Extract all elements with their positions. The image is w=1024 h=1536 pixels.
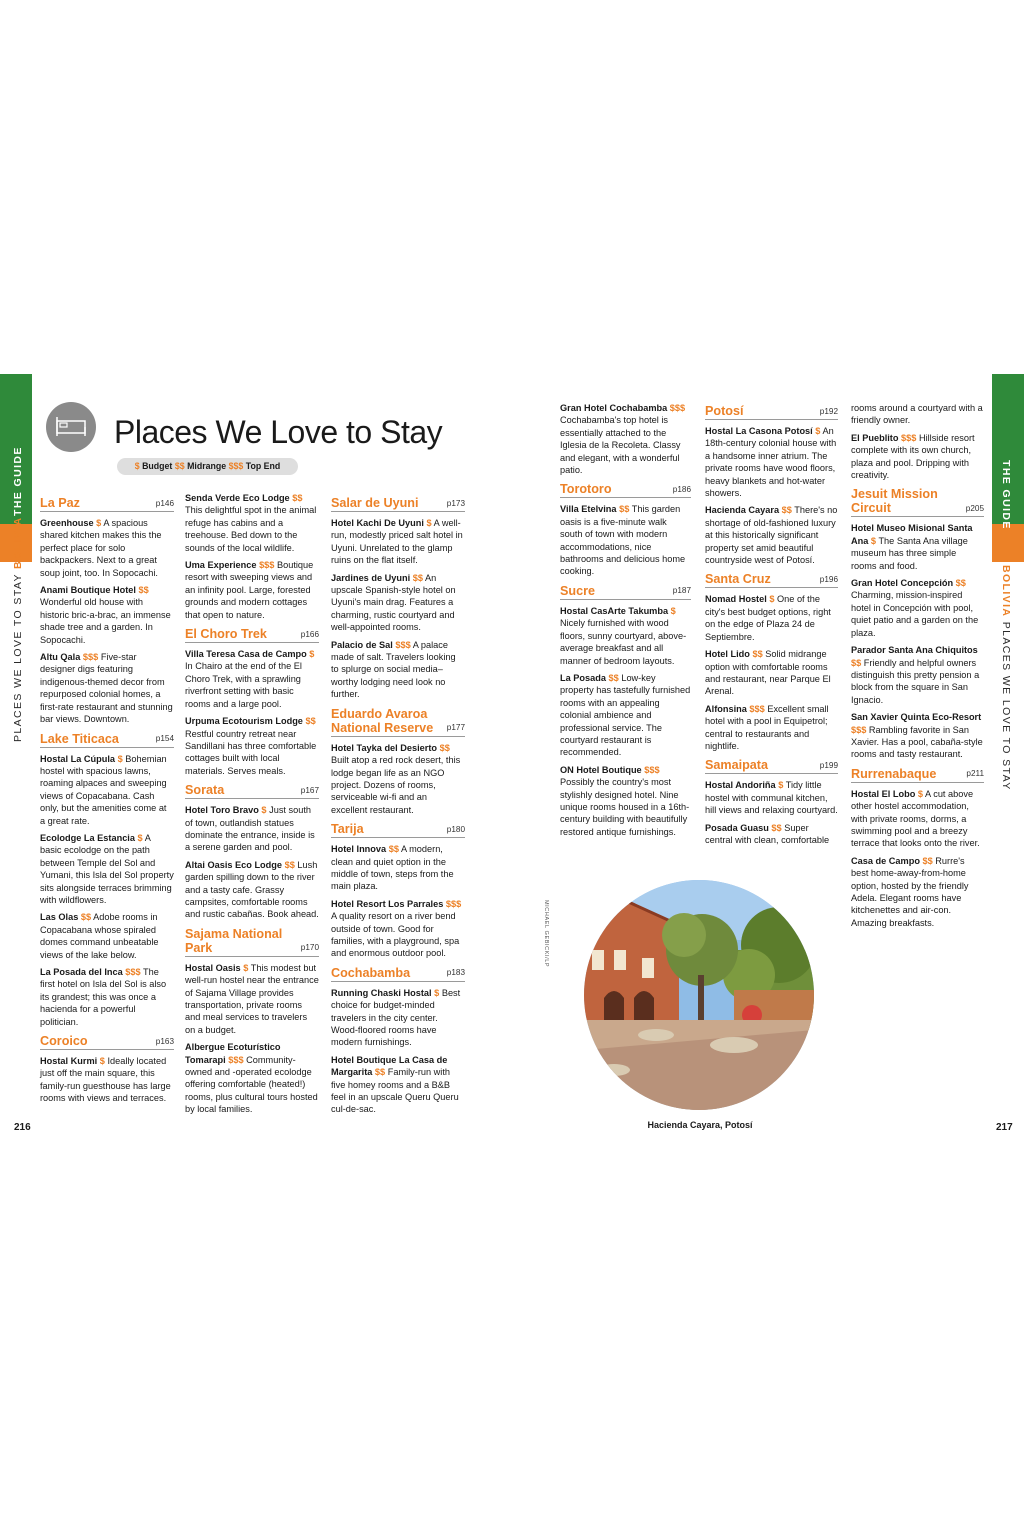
hotel-name: Hotel Museo Misional Santa Ana xyxy=(851,523,973,546)
hotel-description: Solid midrange option with comfortable rooms and restaurant, near Parque El Arenal. xyxy=(705,649,831,697)
hotel-entry xyxy=(185,804,319,854)
hotel-name: Hotel Innova xyxy=(331,844,387,855)
hotel-entry xyxy=(40,966,174,1028)
price-tier: $$$ xyxy=(901,432,917,443)
hotel-name: Villa Teresa Casa de Campo xyxy=(185,649,307,660)
destination-title: Rurrenabaque xyxy=(851,766,937,781)
destination-heading xyxy=(40,496,174,512)
page-reference: p196 xyxy=(819,575,838,585)
hotel-name: Hotel Boutique La Casa de Margarita xyxy=(331,1054,448,1078)
right-running-highlight: BOLIVIA xyxy=(1000,565,1012,618)
right-running-head xyxy=(1000,565,1012,791)
destination-title: Torotoro xyxy=(560,482,612,497)
page-reference: p187 xyxy=(672,586,691,596)
price-tier: $$$ xyxy=(749,703,765,714)
price-tier: $$$ xyxy=(395,639,411,650)
price-tier: $$$ xyxy=(669,403,686,413)
page-number-right: 217 xyxy=(996,1122,1013,1133)
hotel-entry xyxy=(40,1055,174,1105)
hotel-name: ON Hotel Boutique xyxy=(560,764,642,775)
page-reference: p186 xyxy=(672,485,691,495)
page-reference: p163 xyxy=(155,1036,174,1046)
hotel-entry xyxy=(40,517,174,579)
hotel-name: Hostal La Cúpula xyxy=(40,753,116,764)
hotel-entry xyxy=(331,898,465,960)
legend-symbol-topend: $$$ xyxy=(228,461,244,471)
hotel-name: Gran Hotel Concepción xyxy=(851,578,954,589)
page-reference: p146 xyxy=(155,498,174,508)
destination-heading xyxy=(331,966,465,982)
hotel-name: Albergue Ecoturístico Tomarapi xyxy=(185,1042,281,1065)
hotel-description: This modest but well-run hostel near the entrance of Sajama Village provides transportation, private rooms and meal services to travelers on a budget. xyxy=(185,962,319,1035)
hotel-description: Bohemian hostel with spacious lawns, roaming alpaces and sweeping views of Copacabana. Cash only, but the amenities come at a great rate. xyxy=(40,753,167,826)
price-tier: $ xyxy=(261,805,267,816)
page-title: Places We Love to Stay xyxy=(114,414,443,450)
hotel-entry xyxy=(851,855,984,929)
hotel-name: La Posada xyxy=(560,672,606,683)
page-reference: p177 xyxy=(446,723,465,733)
hotel-entry xyxy=(705,425,838,499)
hotel-entry xyxy=(851,522,984,572)
hotel-entry xyxy=(851,577,984,639)
hotel-description: Restful country retreat near Sandillani has three comfortable cottages built with local materials. Serves meals. xyxy=(185,728,317,776)
hotel-entry xyxy=(185,715,319,777)
legend-symbol-midrange: $$ xyxy=(174,461,185,471)
destination-title: Samaipata xyxy=(705,758,768,773)
price-tier: $$$ xyxy=(228,1054,244,1065)
hotel-entry xyxy=(331,517,465,567)
hotel-entry xyxy=(40,753,174,827)
hotel-entry xyxy=(851,711,984,761)
page-reference: p173 xyxy=(446,498,465,508)
destination-title: Salar de Uyuni xyxy=(331,496,419,510)
hotel-description: One of the city's best budget options, right on the edge of Plaza 24 de Septiembre. xyxy=(705,594,831,642)
hotel-entry xyxy=(851,432,984,482)
bed-icon xyxy=(46,402,96,452)
hotel-entry xyxy=(705,648,838,698)
destination-title: Sucre xyxy=(560,583,596,598)
hotel-entry xyxy=(851,644,984,706)
hotel-description: Community-owned and -operated ecolodge offering comfortable (heated!) rooms, plus cultural tours hosted by local families. xyxy=(185,1054,318,1115)
hotel-description: Family-run with five homey rooms and a B&B feel in an upscale Queru Queru cul-de-sac. xyxy=(331,1067,459,1115)
price-tier: $$ xyxy=(619,504,630,515)
price-tier: $$ xyxy=(388,844,399,855)
hotel-description: Low-key property has tastefully furnished rooms with an appealing colonial ambience and professional service. The courtyard restaurant is recommended. xyxy=(560,672,691,758)
hotel-description: In Chairo at the end of the El Choro Trek, with a sprawling riverfront setting with basic rooms and a large pool. xyxy=(185,661,302,709)
hotel-name: San Xavier Quinta Eco-Resort xyxy=(851,712,982,723)
page-reference: p183 xyxy=(446,968,465,978)
hotel-description: A palace made of salt. Travelers looking to splurge on social media–worthy lodging need look no further. xyxy=(331,639,456,700)
hotel-entry xyxy=(331,742,465,816)
price-tier: $$ xyxy=(752,649,763,660)
price-tier: $ xyxy=(99,1056,105,1067)
hotel-entry xyxy=(185,559,319,621)
hotel-entry xyxy=(331,1054,465,1116)
hotel-description: Rambling favorite in San Xavier. Has a pool, cabaña-style rooms and tasty restaurant. xyxy=(851,724,983,760)
hotel-description: Super central with clean, comfortable xyxy=(705,822,830,845)
left-section-label: THE GUIDE xyxy=(12,446,24,516)
continued-text: rooms around a courtyard with a friendly owner. xyxy=(851,403,983,426)
hotel-name: Hostal CasArte Takumba xyxy=(560,605,669,616)
hotel-entry xyxy=(560,672,691,759)
hotel-name: El Pueblito xyxy=(851,432,899,443)
hotel-entry xyxy=(705,593,838,643)
hotel-description: A cut above other hostel accommodation, with private rooms, dorms, a swimming pool and a breezy terrace that looks onto the river. xyxy=(851,788,980,849)
hotel-description: The first hotel on Isla del Sol is also its grandest; this was once a hacienda for a powerful politician. xyxy=(40,967,167,1027)
hotel-name: Nomad Hostel xyxy=(705,594,767,605)
destination-title: Eduardo Avaroa National Reserve xyxy=(331,706,434,735)
price-tier: $$$ xyxy=(644,764,660,775)
destination-title: Sajama National Park xyxy=(185,926,283,955)
hotel-entry xyxy=(560,605,691,667)
destination-title: Lake Titicaca xyxy=(40,731,119,746)
hotel-description: A basic ecolodge on the path between Temple del Sol and Yumani, this Isla del Sol property sits alongside terraces brimming with wildflowers. xyxy=(40,832,174,905)
price-tier: $$$ xyxy=(445,898,462,909)
hotel-name: Running Chaski Hostal xyxy=(331,987,432,998)
price-tier: $$$ xyxy=(851,724,867,735)
hotel-description: Built atop a red rock desert, this lodge began life as an NGO project. Dozens of rooms, serviceable wi-fi and an excellent restaurant. xyxy=(331,755,461,815)
hotel-entry xyxy=(40,911,174,961)
destination-title: Sorata xyxy=(185,783,225,798)
destination-heading xyxy=(705,572,838,588)
hotel-description: Hillside resort complete with its own church, plaza and pool. Dripping with creativity. xyxy=(851,432,975,481)
hotel-description: There's no shortage of old-fashioned luxury at this historically significant property set amid beautiful countryside west of Potosí. xyxy=(705,505,838,566)
price-tier: $$$ xyxy=(259,560,275,571)
hotel-description: Just south of town, outlandish statues dominate the entrance, inside is a serene garden and pool. xyxy=(185,805,315,853)
hotel-description: Cochabamba's top hotel is essentially attached to the Iglesia de la Recoleta. Classy and elegant, with a wonderful patio. xyxy=(560,415,681,476)
hotel-description: Excellent small hotel with a pool in Equipetrol; central to restaurants and nightlife. xyxy=(705,703,829,751)
page-reference: p205 xyxy=(965,504,984,514)
hotel-entry xyxy=(331,843,465,893)
destination-title: Cochabamba xyxy=(331,965,411,980)
hotel-entry xyxy=(705,822,838,847)
hotel-name: Anami Boutique Hotel xyxy=(40,585,136,596)
photo-caption: Hacienda Cayara, Potosí xyxy=(647,1120,753,1130)
hotel-entry xyxy=(185,492,319,554)
destination-heading xyxy=(560,584,691,600)
destination-heading xyxy=(185,927,319,957)
hotel-description: Rurre's best home-away-from-home option, hosted by the friendly Adela. Elegant rooms have kitchenettes and air-con. Amazing breakfasts. xyxy=(851,855,969,928)
hotel-description: This delightful spot in the animal refuge has cabins and a treehouse. Bed down to the sounds of the local wildlife. xyxy=(185,505,317,553)
price-tier: $$$ xyxy=(82,652,99,663)
hotel-name: Altai Oasis Eco Lodge xyxy=(185,859,283,870)
price-tier: $ xyxy=(670,605,676,616)
page-reference: p170 xyxy=(300,943,319,953)
price-tier: $$ xyxy=(851,657,862,668)
page-reference: p192 xyxy=(819,406,838,416)
hotel-description: Possibly the country's most stylishly designed hotel. Nine unique rooms housed in a 16th-century building with beautifully restored antique furnishings. xyxy=(560,777,690,837)
hotel-description: A spacious shared kitchen makes this the perfect place for solo backpackers. Next to a great soup joint, too. In Sopocachi. xyxy=(40,518,162,578)
destination-heading xyxy=(331,707,465,737)
hotel-name: Hostal Kurmi xyxy=(40,1056,98,1067)
column-4 xyxy=(560,402,691,843)
hotel-name: Ecolodge La Estancia xyxy=(40,832,135,843)
hotel-description: Tidy little hostel with communal kitchen, hill views and relaxing courtyard. xyxy=(705,780,838,816)
hotel-name: Hotel Lido xyxy=(705,649,750,660)
destination-title: Coroico xyxy=(40,1034,88,1049)
hotel-description: Nicely furnished with wood floors, sunny courtyard, above-average breakfast and all manner of bedroom layouts. xyxy=(560,618,687,666)
hotel-description: This garden oasis is a five-minute walk south of town with modern accommodations, nice bathrooms and delicious home cooking. xyxy=(560,504,686,577)
price-legend xyxy=(117,458,298,475)
price-tier: $ xyxy=(96,518,102,528)
destination-title: La Paz xyxy=(40,496,80,510)
page-number-left: 216 xyxy=(14,1122,31,1133)
hotel-description: Wonderful old house with historic bric-a-brac, an immense shade tree and a garden. In Sopocachi. xyxy=(40,597,171,645)
hotel-description: A modern, clean and quiet option in the middle of town, steps from the main plaza. xyxy=(331,844,454,892)
hotel-entry xyxy=(185,962,319,1036)
hotel-entry xyxy=(705,703,838,753)
hotel-name: Parador Santa Ana Chiquitos xyxy=(851,645,978,656)
price-tier: $$ xyxy=(955,578,966,589)
column-1 xyxy=(40,490,174,1110)
page-reference: p180 xyxy=(446,824,465,834)
hotel-entry xyxy=(331,572,465,634)
hotel-name: Hotel Tayka del Desierto xyxy=(331,742,438,753)
hotel-name: Uma Experience xyxy=(185,560,257,571)
hotel-description: An 18th-century colonial house with a handsome inner atrium. The private rooms have wood floors, heavy blankets and hot-water showers. xyxy=(705,426,837,499)
column-2 xyxy=(185,492,319,1121)
hotel-entry xyxy=(40,651,174,725)
hotel-entry xyxy=(185,1041,319,1115)
hotel-entry xyxy=(185,859,319,921)
photo-credit: MICHAEL GEBICKI/LP xyxy=(543,900,549,968)
hotel-description: Five-star designer digs featuring indigenous-themed decor from repurposed colonial homes, a first-rate restaurant and stunning bar views. Downtown. xyxy=(40,652,173,725)
destination-title: El Choro Trek xyxy=(185,627,267,642)
right-section-label: THE GUIDE xyxy=(1000,460,1012,530)
hotel-entry xyxy=(851,788,984,850)
hotel-name: Villa Etelvina xyxy=(560,504,617,515)
hotel-description: The Santa Ana village museum has three simple rooms and food. xyxy=(851,535,968,571)
hotel-name: Hostal Oasis xyxy=(185,962,241,973)
hotel-name: Hotel Kachi De Uyuni xyxy=(331,518,424,528)
legend-symbol-budget: $ xyxy=(134,461,140,471)
hacienda-photo xyxy=(584,880,814,1110)
price-tier: $ xyxy=(778,780,784,791)
price-tier: $ xyxy=(870,535,877,546)
price-tier: $ xyxy=(117,753,123,764)
hotel-entry xyxy=(40,584,174,646)
hotel-entry xyxy=(185,648,319,710)
hotel-name: Senda Verde Eco Lodge xyxy=(185,493,290,503)
destination-heading xyxy=(560,482,691,498)
page-reference: p154 xyxy=(155,734,174,744)
hotel-description: Boutique resort with sweeping views and an infinity pool. Large, forested grounds and modern cottages that open to nature. xyxy=(185,560,314,620)
hotel-entry xyxy=(560,503,691,577)
destination-heading xyxy=(331,496,465,512)
page-reference: p166 xyxy=(300,629,319,639)
price-tier: $$ xyxy=(284,859,295,870)
price-tier: $$$ xyxy=(125,967,141,977)
hotel-name: Altu Qala xyxy=(40,652,81,663)
hotel-name: Hacienda Cayara xyxy=(705,505,780,516)
page-reference: p199 xyxy=(819,760,838,770)
hotel-description: Best choice for budget-minded travelers in the city center. Wood-floored rooms have modern furnishings. xyxy=(331,987,461,1048)
hotel-name: Hotel Resort Los Parrales xyxy=(331,898,444,909)
price-tier: $$ xyxy=(292,493,303,503)
price-tier: $$ xyxy=(439,742,450,753)
destination-heading xyxy=(331,822,465,838)
destination-heading xyxy=(40,1034,174,1050)
destination-heading xyxy=(705,404,838,420)
price-tier: $$ xyxy=(608,672,619,683)
price-tier: $$ xyxy=(80,912,92,923)
hotel-entry xyxy=(705,504,838,566)
destination-heading xyxy=(851,767,984,783)
hotel-name: Urpuma Ecotourism Lodge xyxy=(185,716,303,727)
destination-title: Santa Cruz xyxy=(705,572,771,587)
hotel-entry xyxy=(705,779,838,816)
hotel-name: Hostal Andoriña xyxy=(705,780,776,791)
hotel-entry xyxy=(331,639,465,701)
hotel-name: Hostal El Lobo xyxy=(851,788,916,799)
price-tier: $$ xyxy=(412,572,423,583)
column-3 xyxy=(331,490,465,1121)
destination-heading xyxy=(40,732,174,748)
price-tier: $ xyxy=(309,649,315,660)
price-tier: $ xyxy=(426,518,432,528)
hotel-description: A well-run, modestly priced salt hotel in Uyuni. Unrelated to the glamp ruins on the flat itself. xyxy=(331,518,463,566)
price-tier: $ xyxy=(769,594,775,605)
hotel-name: Hostal La Casona Potosí xyxy=(705,426,813,436)
legend-label-budget: Budget xyxy=(142,461,173,471)
destination-heading xyxy=(851,487,984,517)
hotel-description: Charming, mission-inspired hotel in Concepción with pool, quiet patio and a garden on the plaza. xyxy=(851,590,979,638)
hotel-name: Posada Guasu xyxy=(705,822,769,833)
hotel-name: Gran Hotel Cochabamba xyxy=(560,403,668,413)
hotel-description: Adobe rooms in Copacabana whose spiraled domes command unbeatable views of the lake below. xyxy=(40,912,159,960)
hotel-name: Greenhouse xyxy=(40,518,94,528)
hotel-name: Las Olas xyxy=(40,912,79,923)
column-5 xyxy=(705,398,838,851)
page-reference: p167 xyxy=(300,785,319,795)
legend-label-topend: Top End xyxy=(245,461,281,471)
price-tier: $$ xyxy=(138,585,149,596)
legend-label-midrange: Midrange xyxy=(187,461,227,471)
price-tier: $$ xyxy=(781,505,792,516)
price-tier: $$ xyxy=(305,716,316,727)
left-running-prefix: PLACES WE LOVE TO STAY xyxy=(12,573,24,742)
hotel-description: Friendly and helpful owners distinguish this pretty pension a block from the square in San Ignacio. xyxy=(851,657,980,705)
hotel-description: Ideally located just off the main square, this family-run guesthouse has large rooms with views and terraces. xyxy=(40,1056,171,1104)
price-tier: $ xyxy=(917,788,923,799)
price-tier: $$ xyxy=(374,1067,386,1078)
destination-heading xyxy=(185,783,319,799)
price-tier: $$ xyxy=(922,855,933,866)
price-tier: $ xyxy=(137,832,143,843)
price-tier: $ xyxy=(243,962,249,973)
hotel-name: Jardines de Uyuni xyxy=(331,572,411,583)
hotel-entry xyxy=(331,987,465,1049)
price-tier: $ xyxy=(815,426,821,436)
right-running-suffix: PLACES WE LOVE TO STAY xyxy=(1000,621,1012,791)
hotel-description: Lush garden spilling down to the river and a tasty cafe. Grassy campsites, comfortable rooms and rustic cabañas. Book ahead. xyxy=(185,859,319,920)
price-tier: $$ xyxy=(771,822,782,833)
destination-title: Tarija xyxy=(331,822,364,837)
hotel-name: Palacio de Sal xyxy=(331,639,393,650)
destination-title: Potosí xyxy=(705,404,744,418)
hotel-description: An upscale Spanish-style hotel on Uyuni's main drag. Features a charming, rustic courtyard and well-appointed rooms. xyxy=(331,572,456,633)
destination-title: Jesuit Mission Circuit xyxy=(851,487,938,516)
hotel-name: La Posada del Inca xyxy=(40,967,123,977)
price-tier: $ xyxy=(434,987,440,998)
hotel-name: Alfonsina xyxy=(705,703,747,714)
page-reference: p211 xyxy=(966,769,984,779)
left-running-highlight: BOLIVIA xyxy=(12,516,24,569)
hotel-name: Casa de Campo xyxy=(851,855,920,866)
hotel-entry xyxy=(40,832,174,906)
hotel-entry xyxy=(560,402,691,476)
destination-heading xyxy=(705,758,838,774)
hotel-name: Hotel Toro Bravo xyxy=(185,805,259,816)
hotel-entry xyxy=(560,764,691,838)
hotel-description: A quality resort on a river bend outside of town. Good for families, with a playground, spa and enormous outdoor pool. xyxy=(331,911,460,959)
destination-heading xyxy=(185,627,319,643)
left-running-head xyxy=(12,517,24,742)
column-6 xyxy=(851,402,984,934)
